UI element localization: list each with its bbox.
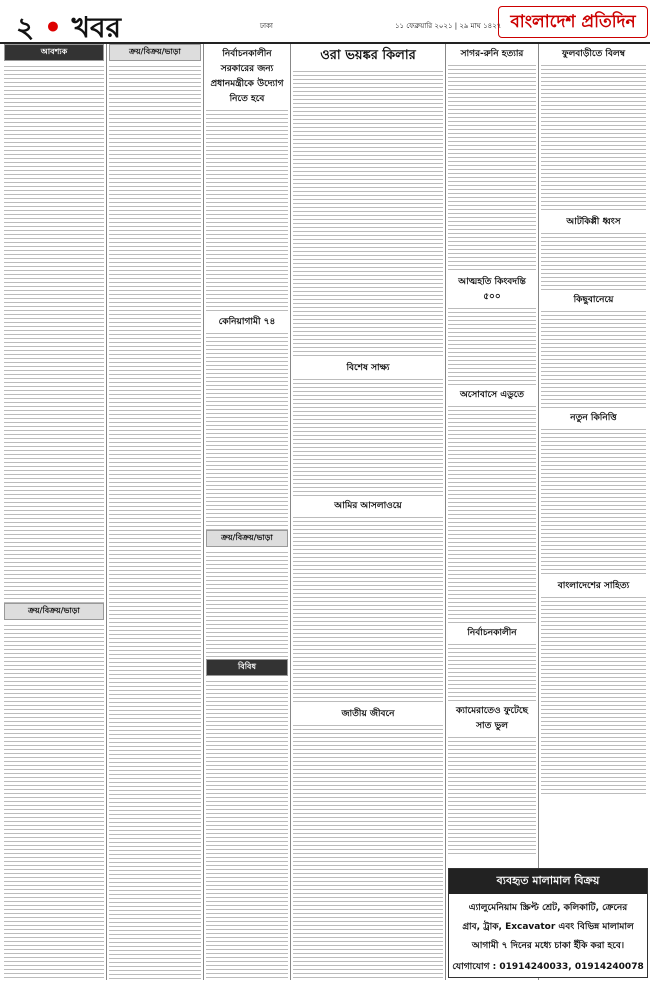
- classified-list: [206, 549, 288, 659]
- story-body: [293, 514, 443, 704]
- headline: ফুলবাড়ীতে বিলম্ব: [562, 49, 625, 59]
- city-label: ঢাকা: [260, 22, 273, 30]
- story-body: [541, 308, 646, 408]
- ad-line: এ্যালুমেনিয়াম স্ক্রিপ্ট শ্রেট, কলিকাটি, ক্রেনের: [468, 903, 628, 913]
- page-number: ২ • খবর: [16, 11, 121, 44]
- headline: অসোবাসে এডুতে: [459, 390, 525, 400]
- notice-header: বিবিধ: [206, 659, 288, 676]
- story-body: [448, 305, 536, 385]
- headline: সাগর-রুনি হত্যার: [460, 49, 524, 59]
- ad-title: ব্যবহৃত মালামাল বিক্রয়: [449, 869, 647, 894]
- news-column-3: [206, 44, 288, 980]
- main-story: [293, 44, 443, 980]
- notice-list: [206, 678, 288, 980]
- classified-list: [4, 63, 104, 603]
- headline: বাংলাদেশের সাহিত্য: [557, 581, 630, 591]
- newspaper-logo: বাংলাদেশ প্রতিদিন: [498, 6, 648, 38]
- date-line: ১১ ফেব্রুয়ারি ২০২১ | ২৯ মাঘ ১৪২৭: [395, 22, 502, 30]
- story-body: [448, 641, 536, 701]
- main-headline: ওরা ভয়ঙ্কর কিলার: [320, 48, 416, 63]
- headline: কেনিয়াগামী ৭৪: [218, 317, 276, 327]
- headline: নির্বাচনকালীন সরকারের জন্য প্রধানমন্ত্রীকে উদ্যোগ নিতে হবে: [210, 49, 284, 104]
- story-body: [206, 107, 288, 312]
- story-body: [541, 594, 646, 794]
- classified-list: [109, 63, 201, 980]
- headline: ক্যামেরাতেও ফুটেছে সাত ভুল: [456, 706, 528, 731]
- classified-header: ক্রয়/বিক্রয়/ভাড়া: [206, 530, 288, 547]
- classified-header: ক্রয়/বিক্রয়/ভাড়া: [109, 44, 201, 61]
- headline: নির্বাচনকালীন: [467, 628, 517, 638]
- classified-column-2: [109, 44, 201, 980]
- news-column-7: [541, 44, 646, 854]
- news-column-6: [448, 44, 536, 980]
- headline: জাতীয় জীবনে: [341, 709, 395, 719]
- story-body: [541, 62, 646, 212]
- ad-contact: যোগাযোগ : 01914240033, 01914240078: [452, 962, 644, 972]
- headline: বিশেষ সাক্ষ্য: [346, 363, 390, 373]
- story-body: [448, 734, 536, 854]
- headline: আমির আসলাওয়ে: [334, 501, 402, 511]
- used-goods-sale-ad: [448, 868, 648, 978]
- headline: আত্মহতি কিংবদন্তি ৫০০: [458, 277, 526, 302]
- story-body: [448, 403, 536, 623]
- story-body: [293, 68, 443, 358]
- headline: আটকিপ্পী ধ্বংস: [566, 217, 621, 227]
- ad-line: আগামী ৭ দিনের মধ্যে চাকা ইঁকি করা হবে।: [471, 941, 625, 951]
- story-body: [541, 426, 646, 576]
- ad-line: গ্রাব, ট্রাক, Excavator এবং বিভিন্ন মালামাল: [462, 922, 634, 932]
- story-body: [541, 230, 646, 290]
- classified-column-1: [4, 44, 104, 980]
- headline: নতুন কিনিত্তি: [570, 413, 617, 423]
- classified-list: [4, 622, 104, 980]
- story-body: [293, 722, 443, 980]
- headline: কিছুবানেয়ে: [573, 295, 614, 305]
- story-body: [206, 330, 288, 530]
- classified-header: আবশ্যক: [4, 44, 104, 61]
- story-body: [448, 62, 536, 272]
- classified-header: ক্রয়/বিক্রয়/ভাড়া: [4, 603, 104, 620]
- story-body: [293, 376, 443, 496]
- masthead: [0, 0, 650, 44]
